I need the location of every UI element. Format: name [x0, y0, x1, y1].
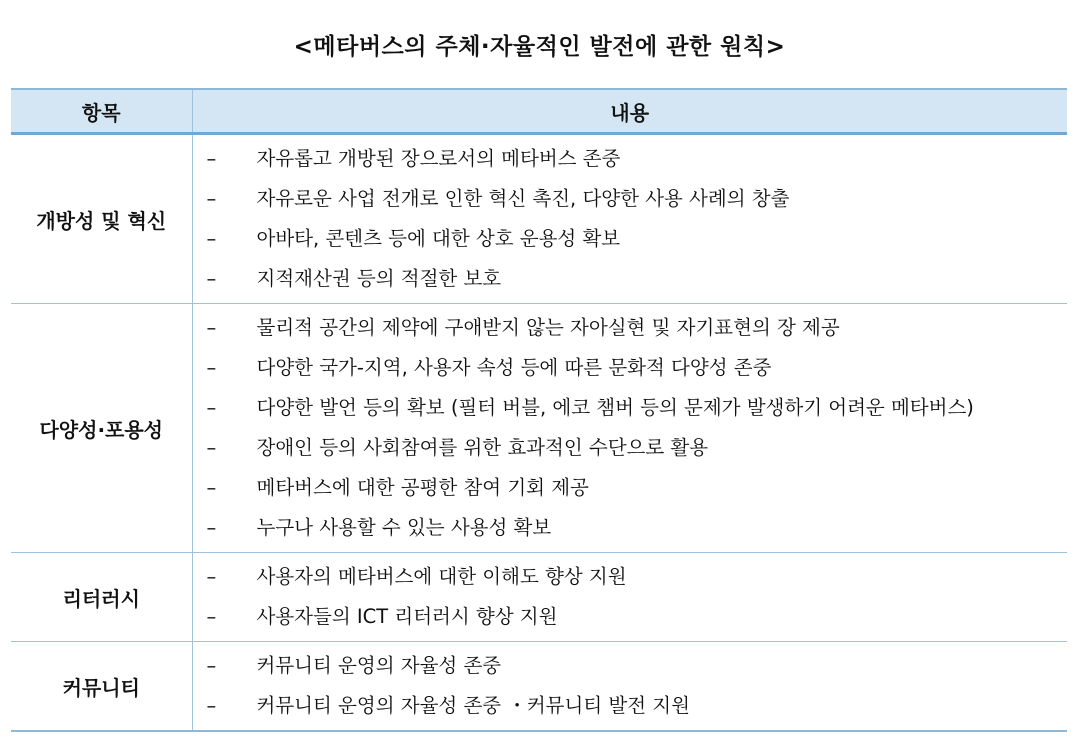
item-text: 커뮤니티 운영의 자율성 존중 ・커뮤니티 발전 지원	[256, 694, 690, 717]
table-row	[11, 553, 1067, 642]
dash-bullet: –	[206, 396, 217, 419]
dash-bullet: –	[206, 356, 217, 379]
list-item	[193, 259, 1068, 299]
item-text: 다양한 국가-지역, 사용자 속성 등에 따른 문화적 다양성 존중	[256, 356, 772, 379]
dash-bullet: –	[206, 605, 217, 628]
item-text: 커뮤니티 운영의 자율성 존중	[256, 654, 502, 677]
item-text: 메타버스에 대한 공평한 참여 기회 제공	[256, 476, 589, 499]
dash-bullet: –	[206, 436, 217, 459]
item-text: 자유롭고 개방된 장으로서의 메타버스 존중	[256, 147, 621, 170]
category-cell: 리터러시	[11, 553, 192, 642]
dash-bullet: –	[206, 516, 217, 539]
item-text: 자유로운 사업 전개로 인한 혁신 촉진, 다양한 사용 사례의 창출	[256, 187, 790, 210]
item-text: 다양한 발언 등의 확보 (필터 버블, 에코 챔버 등의 문제가 발생하기 어려운 메타버스)	[256, 396, 974, 419]
list-item	[193, 597, 1068, 637]
list-item	[193, 468, 1068, 508]
dash-bullet: –	[206, 227, 217, 250]
category-cell: 다양성·포용성	[11, 304, 192, 553]
items-cell	[192, 642, 1067, 732]
dash-bullet: –	[206, 147, 217, 170]
principles-table	[11, 88, 1067, 732]
list-item	[193, 179, 1068, 219]
category-cell: 커뮤니티	[11, 642, 192, 732]
list-item	[193, 508, 1068, 548]
dash-bullet: –	[206, 316, 217, 339]
header-content: 내용	[192, 89, 1067, 134]
table-row	[11, 642, 1067, 732]
item-text: 사용자의 메타버스에 대한 이해도 향상 지원	[256, 565, 627, 588]
list-item	[193, 646, 1068, 686]
list-item	[193, 139, 1068, 179]
list-item	[193, 348, 1068, 388]
document-title: <메타버스의 주체·자율적인 발전에 관한 원칙>	[293, 34, 786, 60]
items-cell	[192, 304, 1067, 553]
list-item	[193, 388, 1068, 428]
list-item	[193, 428, 1068, 468]
table-row	[11, 304, 1067, 553]
list-item	[193, 219, 1068, 259]
dash-bullet: –	[206, 267, 217, 290]
dash-bullet: –	[206, 565, 217, 588]
item-text: 장애인 등의 사회참여를 위한 효과적인 수단으로 활용	[256, 436, 709, 459]
dash-bullet: –	[206, 654, 217, 677]
item-text: 물리적 공간의 제약에 구애받지 않는 자아실현 및 자기표현의 장 제공	[256, 316, 840, 339]
item-text: 누구나 사용할 수 있는 사용성 확보	[256, 516, 552, 539]
table-row	[11, 134, 1067, 304]
dash-bullet: –	[206, 694, 217, 717]
list-item	[193, 557, 1068, 597]
list-item	[193, 686, 1068, 726]
table-header-row	[11, 89, 1067, 134]
item-text: 아바타, 콘텐츠 등에 대한 상호 운용성 확보	[256, 227, 621, 250]
header-category: 항목	[11, 89, 192, 134]
dash-bullet: –	[206, 476, 217, 499]
dash-bullet: –	[206, 187, 217, 210]
items-cell	[192, 553, 1067, 642]
item-text: 지적재산권 등의 적절한 보호	[256, 267, 502, 290]
item-text: 사용자들의 ICT 리터러시 향상 지원	[256, 605, 558, 628]
category-cell: 개방성 및 혁신	[11, 134, 192, 304]
items-cell	[192, 134, 1067, 304]
list-item	[193, 308, 1068, 348]
